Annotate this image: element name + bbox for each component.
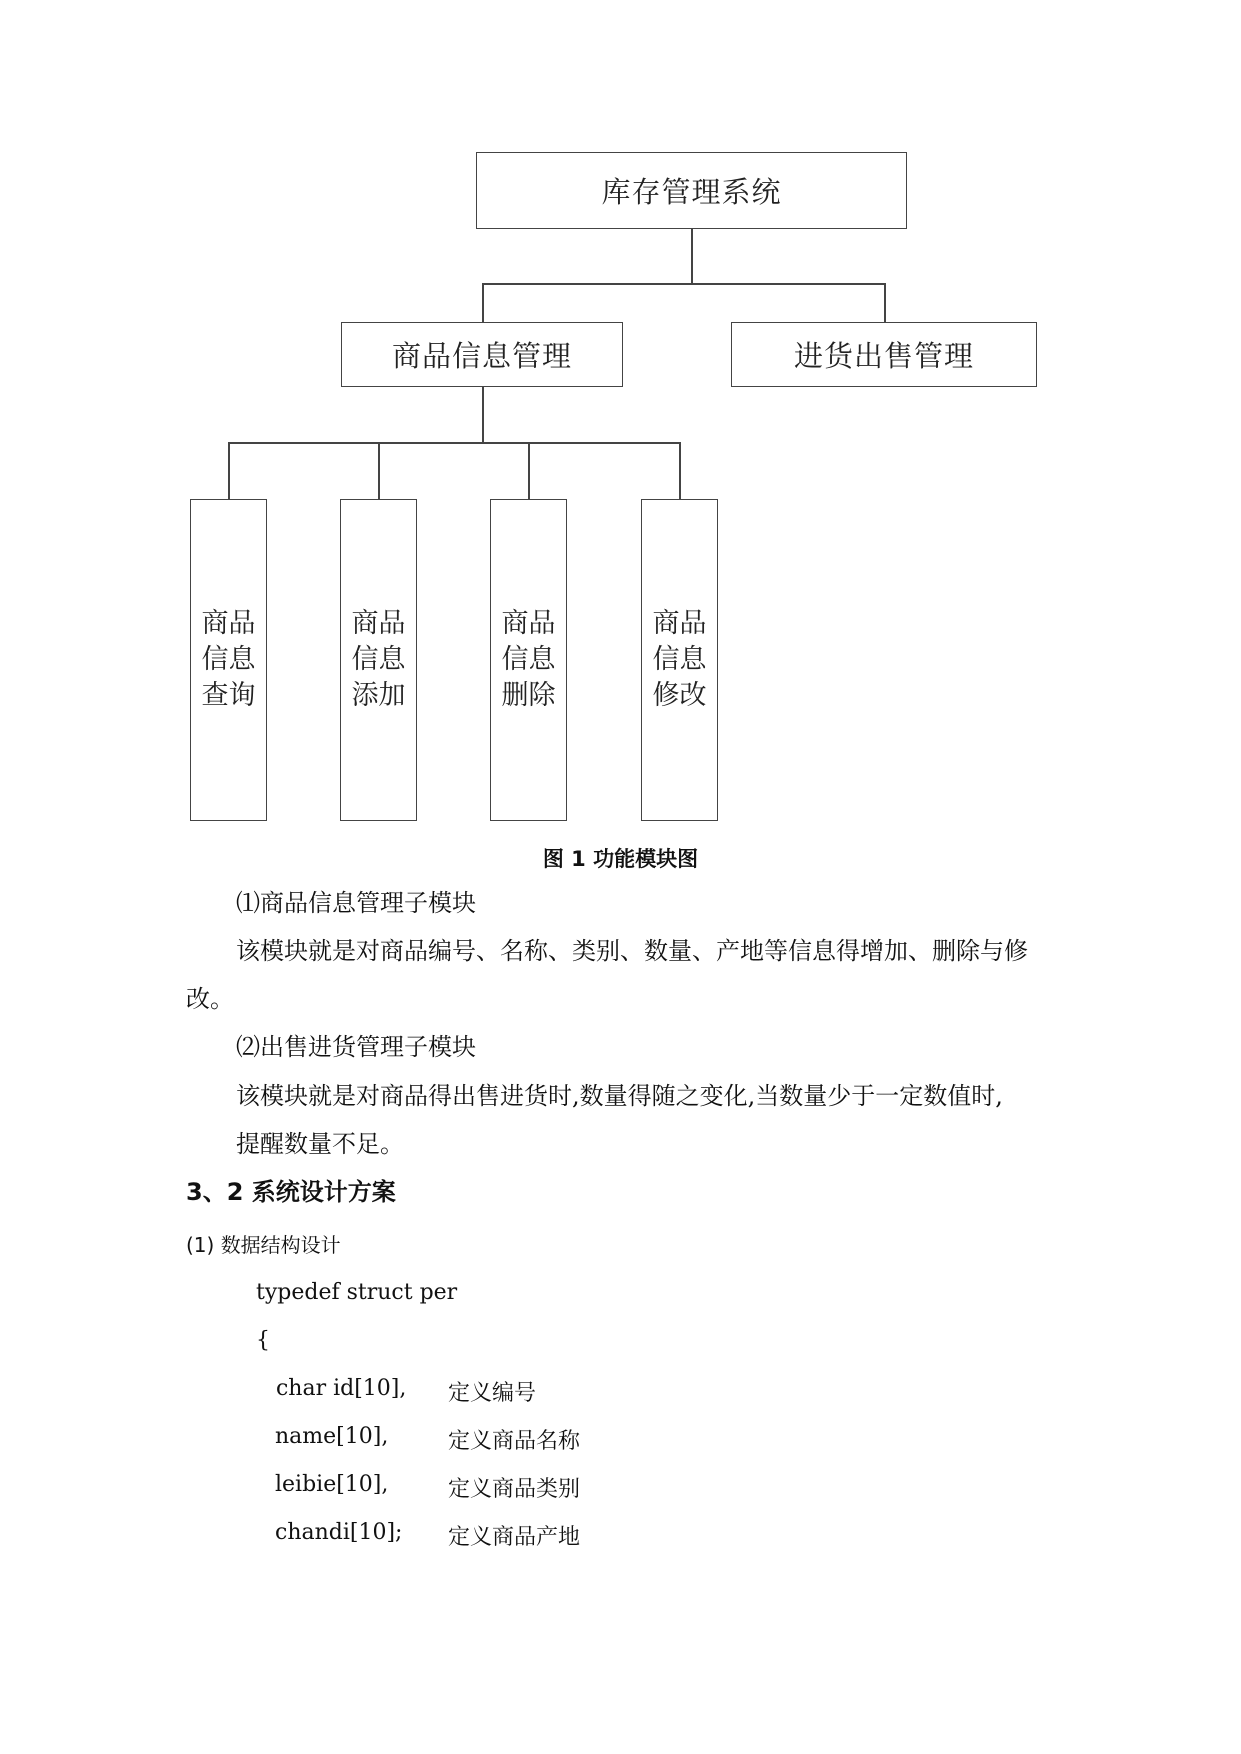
node-label: 商品信息删除 [501,608,556,711]
root-node-label: 库存管理系统 [601,175,782,209]
connector [482,387,484,443]
connector [691,229,693,284]
connector [228,442,230,499]
sub-heading: (1) 数据结构设计 [186,1233,341,1257]
code-decl: name[10], [268,1424,389,1449]
item1-text-cont: 改。 [186,985,234,1013]
node-product-modify [641,499,718,821]
code-decl: leibie[10], [268,1472,389,1497]
connector [884,283,886,322]
code-decl: char id[10], [262,1376,407,1401]
node-label: 进货出售管理 [793,339,974,373]
item2-title: ⑵出售进货管理子模块 [236,1033,476,1061]
connector [482,283,484,322]
node-label: 商品信息修改 [652,608,707,711]
connector [228,442,681,444]
item2-text: 该模块就是对商品得出售进货时,数量得随之变化,当数量少于一定数值时, [236,1082,1003,1110]
node-label: 商品信息添加 [351,608,406,711]
connector [482,283,886,285]
node-purchase-sale-mgmt [731,322,1037,387]
node-product-add [340,499,417,821]
code-brace: { [256,1328,270,1353]
connector [679,442,681,499]
node-product-info-mgmt [341,322,623,387]
item1-title: ⑴商品信息管理子模块 [236,889,476,917]
code-line: typedef struct per [256,1280,458,1305]
section-heading: 3、2 系统设计方案 [186,1178,396,1206]
node-product-query [190,499,267,821]
root-node [476,152,907,229]
node-label: 商品信息查询 [201,608,256,711]
item1-text: 该模块就是对商品编号、名称、类别、数量、产地等信息得增加、删除与修 [236,937,1028,965]
figure-caption: 图 1 功能模块图 [542,847,699,871]
code-decl: chandi[10]; [268,1520,403,1545]
code-comment: 定义商品类别 [448,1477,581,1502]
item2-text-cont: 提醒数量不足。 [236,1130,404,1158]
connector [378,442,380,499]
code-comment: 定义编号 [448,1381,537,1406]
code-comment: 定义商品产地 [448,1525,581,1550]
node-label: 商品信息管理 [391,339,572,373]
node-product-delete [490,499,567,821]
code-comment: 定义商品名称 [448,1429,581,1454]
connector [528,442,530,499]
